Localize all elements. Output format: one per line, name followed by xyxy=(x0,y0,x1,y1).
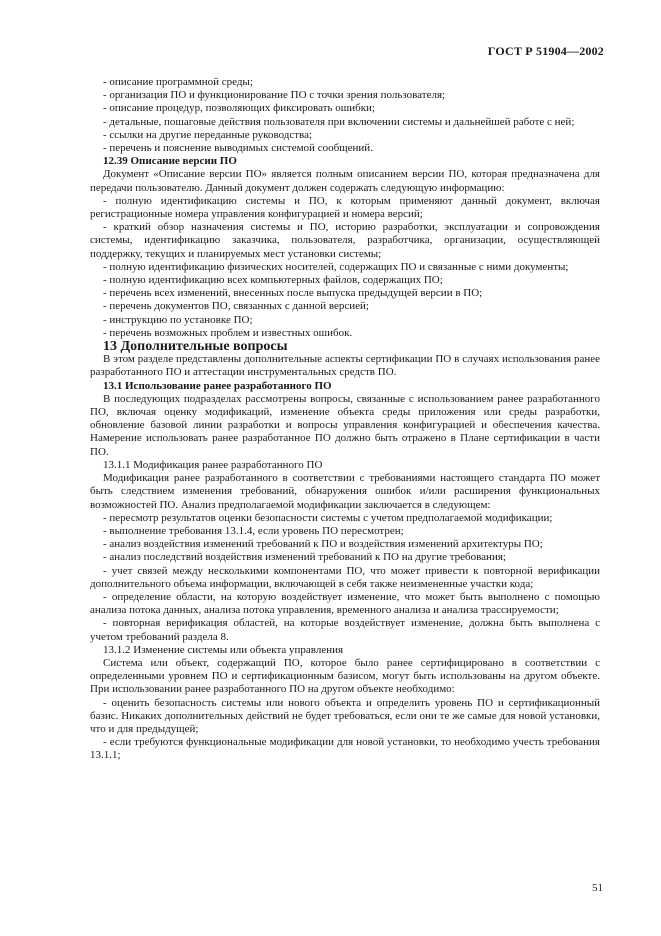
page-number: 51 xyxy=(592,882,603,894)
paragraph: - перечень всех изменений, внесенных после выпуска предыдущей версии в ПО; xyxy=(103,287,483,300)
paragraph: - полную идентификацию физических носителей, содержащих ПО и связанные с ними документы; xyxy=(103,260,569,273)
paragraph: - ссылки на другие переданные руководства; xyxy=(103,128,313,141)
paragraph: - пересмотр результатов оценки безопасности системы с учетом предполагаемой модификации; xyxy=(103,511,553,524)
paragraph: 13.1.2 Изменение системы или объекта управления xyxy=(103,643,344,656)
paragraph: Документ «Описание версии ПО» является полным описанием версии ПО, которая предназначена для передачи пользователю. Данный документ должен содержать следующую информацию: xyxy=(90,168,600,194)
paragraph: Модификация ранее разработанного в соответствии с требованиями настоящего стандарта ПО может быть следствием изменения требований, обнаружения ошибок и/или расширения функциональных возможностей ПО. Анализ предполагаемой модификации заключается в следующем: xyxy=(90,472,600,511)
section-heading: 13 Дополнительные вопросы xyxy=(103,339,288,355)
paragraph: - детальные, пошаговые действия пользователя при включении системы и дальнейшей работе с ней; xyxy=(103,115,575,128)
paragraph: - полную идентификацию системы и ПО, к которым применяют данный документ, включая регистрационные номера управления конфигурацией и номера версий; xyxy=(90,194,600,221)
paragraph: - выполнение требования 13.1.4, если уровень ПО пересмотрен; xyxy=(103,524,404,537)
paragraph: - перечень возможных проблем и известных ошибок. xyxy=(103,326,353,339)
document-header: ГОСТ Р 51904—2002 xyxy=(487,44,604,58)
paragraph: - анализ воздействия изменений требований к ПО и воздействия изменений архитектуры ПО; xyxy=(103,538,543,551)
paragraph: Система или объект, содержащий ПО, которое было ранее сертифицировано в соответствии с определенными уровнем ПО и сертификационным базисом, могут быть использованы на другом объекте. При использовании ранее разработанного ПО на другом объекте необходимо: xyxy=(90,656,600,696)
paragraph: - описание процедур, позволяющих фиксировать ошибки; xyxy=(103,102,375,115)
paragraph: - перечень и пояснение выводимых системой сообщений. xyxy=(103,142,373,155)
paragraph: - если требуются функциональные модификации для новой установки, то необходимо учесть требования 13.1.1; xyxy=(90,736,600,762)
paragraph: - перечень документов ПО, связанных с данной версией; xyxy=(103,300,369,313)
subsection-heading: 12.39 Описание версии ПО xyxy=(103,155,237,168)
paragraph: - определение области, на которую воздействует изменение, что может быть выполнено с помощью анализа потока данных, анализа потока управления, временного анализа и анализа трассируемости; xyxy=(90,590,600,617)
paragraph: 13.1.1 Модификация ранее разработанного ПО xyxy=(103,458,323,471)
paragraph: - организация ПО и функционирование ПО с точки зрения пользователя; xyxy=(103,89,446,102)
paragraph: - описание программной среды; xyxy=(103,76,253,88)
paragraph: - краткий обзор назначения системы и ПО, историю разработки, эксплуатации и сопровождения системы, идентификацию заказчика, пользователя, разработчика, организации, осуществляющей поддержку, текущих и планируемых мест установки системы; xyxy=(90,221,600,260)
paragraph: - повторная верификация областей, на которые воздействует изменение, должна быть выполнена с учетом требований раздела 8. xyxy=(90,617,600,643)
paragraph: - анализ последствий воздействия изменений требований к ПО на другие требования; xyxy=(103,551,506,564)
subsection-heading: 13.1 Использование ранее разработанного ПО xyxy=(103,379,332,392)
paragraph: - учет связей между несколькими компонентами ПО, что может привести к повторной верификации дополнительного объема информации, включающей в себя также неизмененные участки кода; xyxy=(90,564,600,590)
paragraph: В последующих подразделах рассмотрены вопросы, связанные с использованием ранее разработанного ПО, включая оценку модификаций, изменение объекта среды приложения или среды разработки, обновление базовой линии разработки и вопросы управления конфигурацией и обеспечения качества. Намерение использовать ранее разработанное ПО должно быть отражено в Плане сертификации в части ПО. xyxy=(90,392,600,458)
paragraph: В этом разделе представлены дополнительные аспекты сертификации ПО в случаях использования ранее разработанного ПО и аттестации инструментальных средств ПО. xyxy=(90,353,600,379)
paragraph: - инструкцию по установке ПО; xyxy=(103,313,253,326)
paragraph: - полную идентификацию всех компьютерных файлов, содержащих ПО; xyxy=(103,274,443,287)
document-body xyxy=(90,76,600,763)
paragraph: - оценить безопасность системы или нового объекта и определить уровень ПО и сертификационный базис. Никаких дополнительных действий не будет требоваться, если они те же самые для новой установки, что и для предыдущей; xyxy=(90,696,600,735)
